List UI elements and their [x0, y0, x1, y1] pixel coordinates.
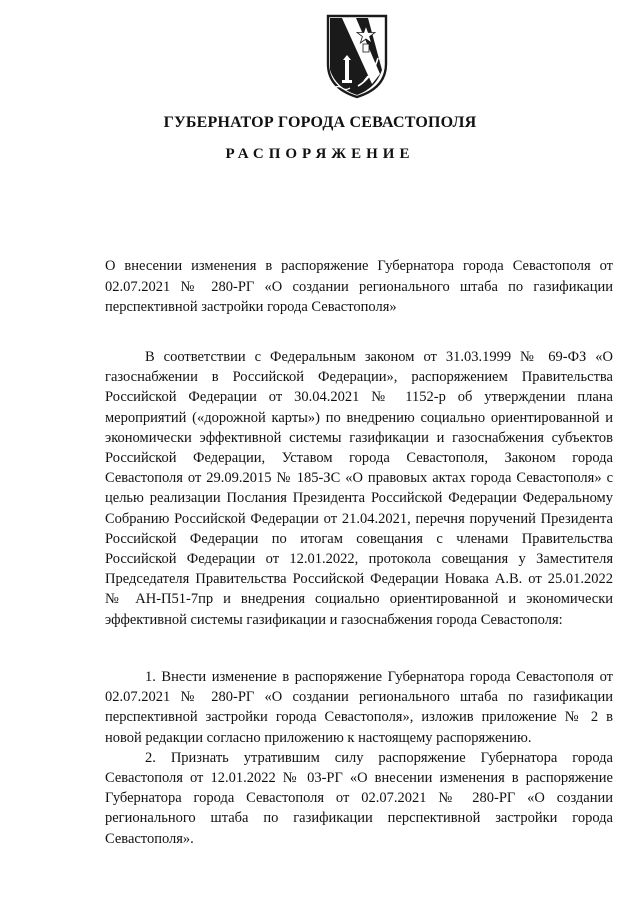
document-type: РАСПОРЯЖЕНИЕ [225, 146, 415, 162]
document-authority: ГУБЕРНАТОР ГОРОДА СЕВАСТОПОЛЯ [163, 114, 477, 131]
clause-2: 2. Признать утратившим силу распоряжение Губернатора города Севастополя от 12.01.2022 № 03-РГ «О внесении изменения в распоряжение Губернатора города Севастополя от 02.07.2021 № 280-РГ «О создании регионального штаба по газификации перспективной застройки города Севастополя». [105, 749, 613, 847]
document-clauses [105, 667, 613, 849]
sevastopol-coat-of-arms-icon [322, 12, 392, 100]
document-preamble: В соответствии с Федеральным законом от 31.03.1999 № 69-ФЗ «О газоснабжении в Российской Федерации», распоряжением Правительства Российской Федерации от 30.04.2021 № 1152-р об утверждении плана мероприятий («дорожной карты») по внедрению социально ориентированной и экономически эффективной системы газификации и газоснабжения субъектов Российской Федерации, Уставом города Севастополя, Законом города Севастополя от 29.09.2015 № 185-ЗС «О правовых актах города Севастополя» с целью реализации Послания Президента Российской Федерации Федеральному Собранию Российской Федерации от 21.04.2021, перечня поручений Президента Российской Федерации по итогам совещания с членами Правительства Российской Федерации от 12.01.2022, протокола совещания у Заместителя Председателя Правительства Российской Федерации Новака А.В. от 25.01.2022 № АН-П51-7пр и внедрения социально ориентированной и экономически эффективной системы газификации и газоснабжения города Севастополя: [105, 349, 613, 628]
clause-1: 1. Внести изменение в распоряжение Губернатора города Севастополя от 02.07.2021 № 280-РГ «О создании регионального штаба по газификации перспективной застройки города Севастополя», изложив приложение № 2 в новой редакции согласно приложению к настоящему распоряжению. [105, 669, 613, 746]
document-subject: О внесении изменения в распоряжение Губернатора города Севастополя от 02.07.2021 № 280-РГ «О создании регионального штаба по газификации перспективной застройки города Севастополя» [105, 258, 613, 315]
